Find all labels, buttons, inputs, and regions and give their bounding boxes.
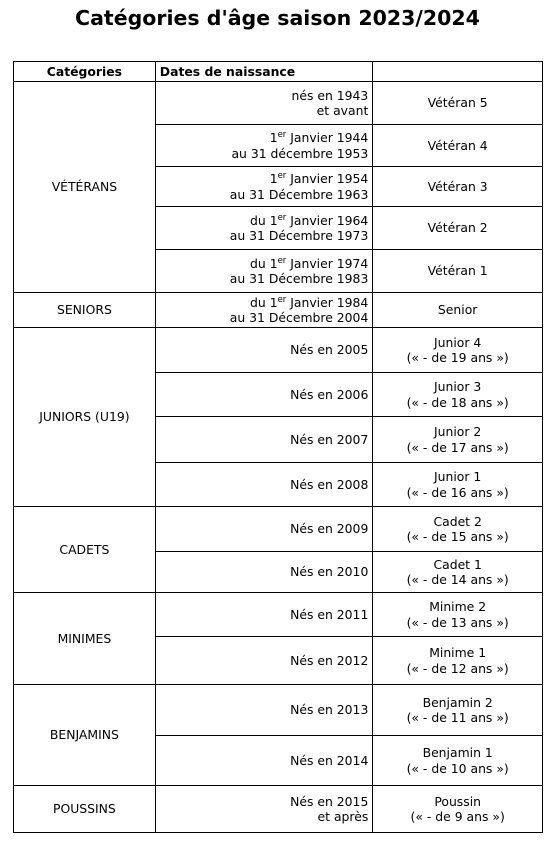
result-name: Cadet 1 bbox=[433, 556, 482, 572]
result-age: (« - de 19 ans ») bbox=[406, 350, 509, 365]
date-cell: Nés en 2010 bbox=[155, 552, 373, 593]
result-cell: Senior bbox=[373, 293, 543, 328]
date-prefix: 1 bbox=[269, 130, 278, 145]
date-line: et après bbox=[317, 809, 369, 824]
result-cell: Vétéran 1 bbox=[373, 250, 543, 293]
date-cell: Nés en 2008 bbox=[155, 463, 373, 507]
date-prefix: du 1 bbox=[250, 255, 278, 271]
result-cell bbox=[373, 593, 543, 637]
header-categories: Catégories bbox=[14, 62, 156, 82]
date-cell: Nés en 2009 bbox=[155, 507, 373, 552]
category-minimes: MINIMES bbox=[14, 593, 156, 685]
result-age: (« - de 12 ans ») bbox=[406, 660, 509, 676]
date-suffix: Janvier 1954 bbox=[286, 171, 369, 186]
category-poussins: POUSSINS bbox=[14, 786, 156, 833]
result-name: Cadet 2 bbox=[433, 513, 482, 529]
result-cell bbox=[373, 417, 543, 463]
result-cell bbox=[373, 736, 543, 786]
result-cell bbox=[373, 685, 543, 736]
result-cell: Vétéran 4 bbox=[373, 125, 543, 167]
date-cell bbox=[155, 207, 373, 250]
result-cell bbox=[373, 328, 543, 373]
date-line bbox=[160, 295, 369, 311]
table-row bbox=[14, 507, 543, 552]
date-cell: Nés en 2006 bbox=[155, 373, 373, 417]
ordinal-superscript: er bbox=[277, 212, 287, 223]
date-suffix: Janvier 1984 bbox=[286, 294, 369, 310]
result-cell bbox=[373, 637, 543, 685]
result-name: Minime 1 bbox=[429, 645, 487, 660]
date-cell: Nés en 2007 bbox=[155, 417, 373, 463]
date-line bbox=[160, 213, 369, 229]
result-cell: Vétéran 3 bbox=[373, 167, 543, 207]
ordinal-superscript: er bbox=[277, 294, 287, 305]
date-cell: Nés en 2005 bbox=[155, 328, 373, 373]
table-row bbox=[14, 685, 543, 736]
result-name: Benjamin 1 bbox=[422, 745, 493, 760]
table-header-row bbox=[14, 62, 543, 82]
table-row bbox=[14, 786, 543, 833]
date-cell bbox=[155, 125, 373, 167]
result-age: (« - de 17 ans ») bbox=[406, 439, 509, 455]
result-name: Junior 4 bbox=[434, 334, 482, 350]
result-age: (« - de 11 ans ») bbox=[406, 710, 509, 725]
date-prefix: 1 bbox=[269, 171, 278, 186]
date-cell: Nés en 2013 bbox=[155, 685, 373, 736]
result-cell bbox=[373, 373, 543, 417]
date-line: Nés en 2015 bbox=[290, 793, 369, 809]
result-age: (« - de 16 ans ») bbox=[406, 484, 509, 500]
date-cell bbox=[155, 786, 373, 833]
result-name: Minime 2 bbox=[429, 599, 487, 614]
table-row bbox=[14, 593, 543, 637]
result-cell bbox=[373, 552, 543, 593]
date-line: au 31 Décembre 1973 bbox=[229, 228, 369, 243]
table-row bbox=[14, 293, 543, 328]
result-name: Poussin bbox=[434, 793, 481, 809]
result-age: (« - de 13 ans ») bbox=[406, 614, 509, 630]
ordinal-superscript: er bbox=[277, 255, 287, 266]
result-age: (« - de 15 ans ») bbox=[406, 529, 509, 544]
result-age: (« - de 9 ans ») bbox=[410, 809, 505, 824]
header-birth-dates: Dates de naissance bbox=[155, 62, 373, 82]
date-line: au 31 Décembre 2004 bbox=[229, 310, 369, 325]
header-result bbox=[373, 62, 543, 82]
date-suffix: Janvier 1944 bbox=[286, 130, 369, 145]
date-suffix: Janvier 1964 bbox=[286, 212, 369, 228]
date-prefix: du 1 bbox=[250, 212, 278, 228]
date-cell: Nés en 2012 bbox=[155, 637, 373, 685]
category-veterans: VÉTÉRANS bbox=[14, 82, 156, 293]
page-title: Catégories d'âge saison 2023/2024 bbox=[75, 6, 480, 30]
result-age: (« - de 18 ans ») bbox=[406, 394, 509, 410]
result-cell bbox=[373, 463, 543, 507]
date-cell bbox=[155, 250, 373, 293]
date-line: et avant bbox=[316, 103, 369, 118]
date-cell bbox=[155, 167, 373, 207]
result-cell: Vétéran 5 bbox=[373, 82, 543, 125]
result-age: (« - de 14 ans ») bbox=[406, 572, 509, 587]
date-prefix: du 1 bbox=[250, 294, 278, 310]
category-seniors: SENIORS bbox=[14, 293, 156, 328]
date-cell bbox=[155, 82, 373, 125]
result-name: Junior 3 bbox=[434, 379, 482, 394]
ordinal-superscript: er bbox=[277, 171, 287, 181]
result-name: Benjamin 2 bbox=[422, 694, 493, 710]
category-benjamins: BENJAMINS bbox=[14, 685, 156, 786]
category-juniors: JUNIORS (U19) bbox=[14, 328, 156, 507]
result-name: Junior 1 bbox=[434, 469, 482, 484]
result-cell: Vétéran 2 bbox=[373, 207, 543, 250]
result-cell bbox=[373, 507, 543, 552]
date-line: au 31 Décembre 1963 bbox=[229, 186, 369, 202]
result-name: Junior 2 bbox=[434, 424, 482, 439]
category-cadets: CADETS bbox=[14, 507, 156, 593]
date-line: au 31 décembre 1953 bbox=[231, 145, 369, 161]
table-row bbox=[14, 328, 543, 373]
date-line bbox=[160, 171, 369, 187]
date-cell: Nés en 2014 bbox=[155, 736, 373, 786]
date-line bbox=[160, 130, 369, 146]
age-categories-table bbox=[13, 61, 543, 833]
date-cell bbox=[155, 293, 373, 328]
date-line: au 31 Décembre 1983 bbox=[229, 271, 369, 286]
date-line: nés en 1943 bbox=[291, 87, 369, 103]
date-suffix: Janvier 1974 bbox=[286, 255, 369, 271]
result-age: (« - de 10 ans ») bbox=[406, 760, 509, 776]
ordinal-superscript: er bbox=[277, 130, 287, 140]
date-cell: Nés en 2011 bbox=[155, 593, 373, 637]
table-row bbox=[14, 82, 543, 125]
result-cell bbox=[373, 786, 543, 833]
date-line bbox=[160, 256, 369, 272]
